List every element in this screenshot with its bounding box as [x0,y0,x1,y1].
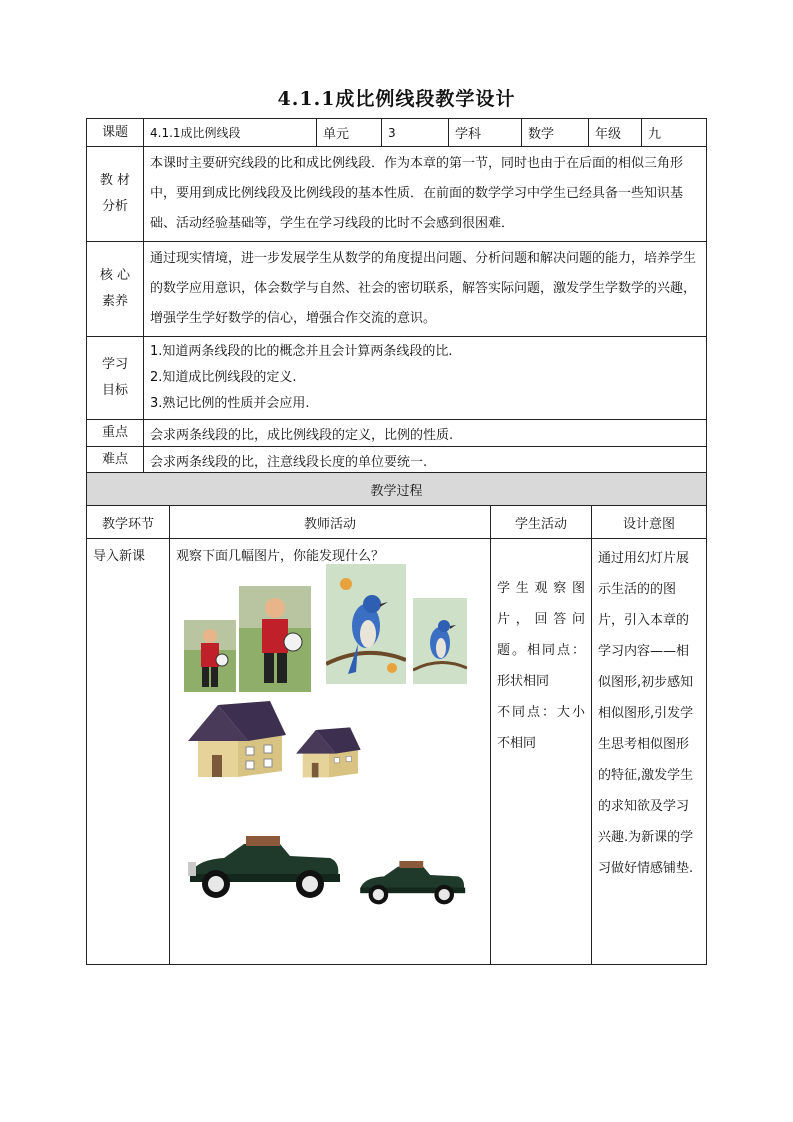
goals-label: 学习 目标 [87,337,144,420]
analysis-label: 教 材 分析 [87,147,144,242]
unit-value: 3 [382,119,449,147]
boy-photo-large [239,586,311,692]
section-title: 教学过程 [87,473,707,506]
info-table [86,118,707,474]
header-teacher: 教师活动 [170,506,491,539]
header-design: 设计意图 [592,506,707,539]
goal-item: 2.知道成比例线段的定义. [150,370,297,385]
bird-photo-large [326,564,406,684]
literacy-text: 通过现实情境，进一步发展学生从数学的角度提出问题、分析问题和解决问题的能力，培养学生的数学应用意识，体会数学与自然、社会的密切联系，解答实际问题，激发学生学数学的兴趣，增强学生学好数学的信心，增强合作交流的意识。 [144,242,707,337]
subject-value: 数学 [522,119,589,147]
literacy-label: 核 心 素养 [87,242,144,337]
car-image-small [356,854,468,910]
key-row [87,420,707,447]
unit-label: 单元 [317,119,382,147]
key-label: 重点 [87,420,144,447]
topic-value: 4.1.1成比例线段 [144,119,317,147]
goal-item: 3.熟记比例的性质并会应用. [150,396,310,411]
header-row [87,506,707,539]
subject-label: 学科 [449,119,522,147]
info-row [87,119,707,147]
student-activity-cell: 学生观察图片，回答问题。相同点：形状相同 不同点：大小不相同 [491,539,592,965]
boy-photo-small [184,620,236,692]
difficulty-text: 会求两条线段的比，注意线段长度的单位要统一. [144,447,707,474]
analysis-row [87,147,707,242]
house-image-large [188,699,288,784]
house-image-small [296,726,362,782]
goal-item: 1.知道两条线段的比的概念并且会计算两条线段的比. [150,344,453,359]
design-intent-cell: 通过用幻灯片展示生活的的图片，引入本章的学习内容——相似图形,初步感知相似图形,引发学生思考相似图形的特征,激发学生的求知欲及学习兴趣.为新课的学习做好情感铺垫. [592,539,707,965]
process-table [86,472,707,965]
page-title: 4.1.1成比例线段教学设计 [277,88,516,110]
header-student: 学生活动 [491,506,592,539]
topic-label: 课题 [87,119,144,147]
teacher-prompt: 观察下面几幅图片，你能发现什么？ [176,549,385,564]
goals-row [87,337,707,420]
intro-row [87,539,707,965]
header-stage: 教学环节 [87,506,170,539]
difficulty-label: 难点 [87,447,144,474]
grade-label: 年级 [589,119,642,147]
literacy-row [87,242,707,337]
grade-value: 九 [642,119,707,147]
section-row [87,473,707,506]
difficulty-row [87,447,707,474]
analysis-text: 本课时主要研究线段的比和成比例线段．作为本章的第一节，同时也由于在后面的相似三角形中，要用到成比例线段及比例线段的基本性质．在前面的数学学习中学生已经具备一些知识基础、活动经验基础等，学生在学习线段的比时不会感到很困难． [144,147,707,242]
goals-list [144,337,707,420]
key-text: 会求两条线段的比，成比例线段的定义，比例的性质. [144,420,707,447]
teacher-cell [170,539,491,965]
stage-cell: 导入新课 [87,539,170,965]
bird-photo-small [413,598,467,684]
car-image-large [184,826,344,906]
picture-area [176,564,484,964]
